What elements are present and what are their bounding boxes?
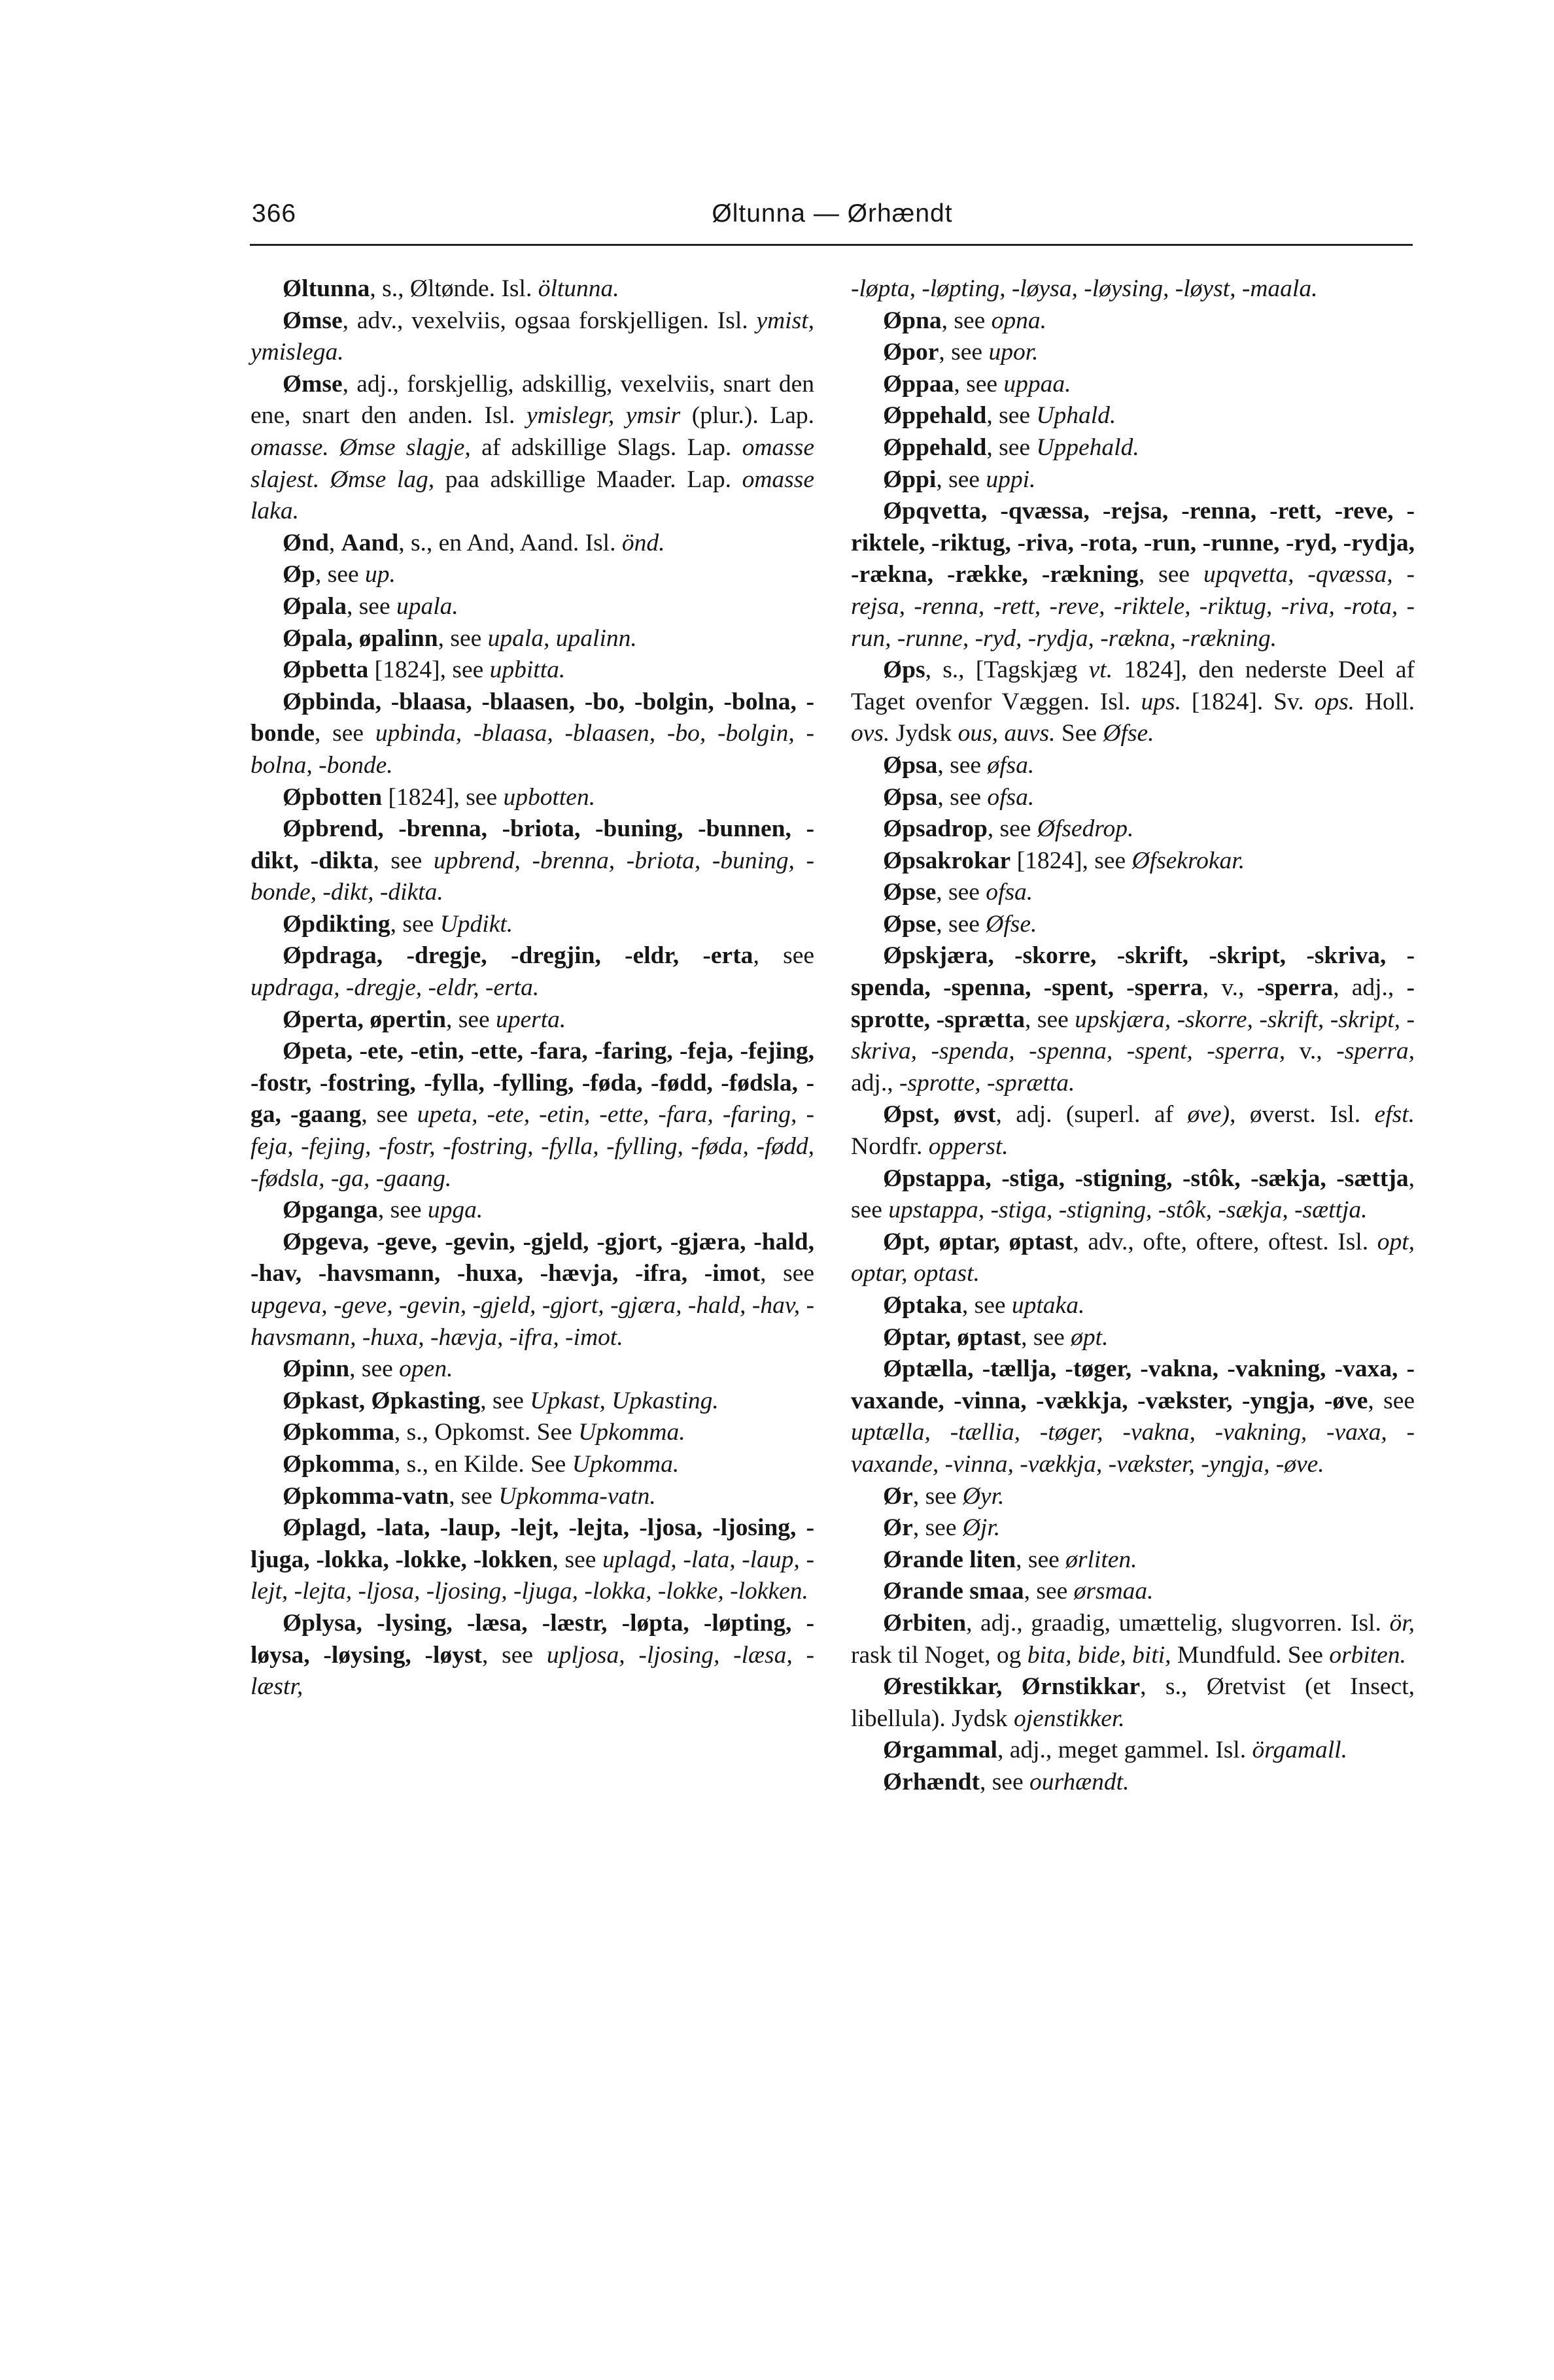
italic-form: ovs. — [851, 720, 890, 747]
definition-text: Mundfuld. See — [1171, 1641, 1330, 1669]
definition-text: , see — [961, 1292, 1012, 1319]
headword: Ømse — [283, 307, 343, 334]
dictionary-entry — [250, 591, 814, 623]
italic-form: uppi. — [986, 466, 1036, 493]
definition-text: (plur.). Lap. — [680, 402, 814, 430]
definition-text: , adj., meget gammel. Isl. — [997, 1737, 1252, 1764]
dictionary-entry — [851, 400, 1415, 432]
headword: Øpgeva, -geve, -gevin, -gjeld, -gjort, -gjæra, -hald, -hav, -havsmann, -huxa, -hævja, -ifra, -imot — [250, 1228, 814, 1287]
dictionary-entry — [851, 1767, 1415, 1799]
italic-form: upor. — [988, 339, 1039, 366]
definition-text: , s., [Tagskjæg — [925, 656, 1089, 684]
italic-form: øpt. — [1071, 1323, 1109, 1351]
definition-text: , see — [937, 783, 988, 811]
dictionary-entry — [851, 337, 1415, 369]
headword: Øpsakrokar — [883, 847, 1011, 874]
headword: Øpkomma — [283, 1450, 394, 1478]
definition-text: , see — [939, 339, 989, 366]
definition-text: See — [1055, 720, 1103, 747]
italic-form: ojenstikker. — [1013, 1705, 1125, 1732]
headword: -sprotte, -sprætta — [851, 974, 1415, 1033]
dictionary-entry — [851, 1322, 1415, 1354]
dictionary-entry — [250, 687, 814, 782]
definition-text: , see — [373, 847, 434, 874]
definition-text: [1824], see — [368, 656, 490, 684]
definition-text: , adv., vexelviis, ogsaa forskjelligen. Isl. — [342, 307, 757, 334]
dictionary-entry — [250, 1481, 814, 1513]
dictionary-entry — [851, 464, 1415, 496]
definition-text: v., — [1285, 1038, 1337, 1065]
definition-text: , v., — [1202, 974, 1257, 1002]
italic-form: önd. — [621, 529, 665, 556]
italic-form: upgeva, -geve, -gevin, -gjeld, -gjort, -gjæra, -hald, -hav, -havsmann, -huxa, -hævja, -ifra, -imot. — [250, 1292, 814, 1351]
headword: Øpkomma-vatn — [283, 1482, 449, 1510]
headword: Øppaa — [883, 370, 954, 398]
definition-text: , see — [552, 1546, 603, 1573]
headword: Ørbiten — [883, 1609, 967, 1637]
headword: Øplagd, -lata, -laup, -lejt, -lejta, -ljosa, -ljosing, -ljuga, -lokka, -lokke, -lokken — [250, 1514, 814, 1573]
dictionary-entry — [851, 813, 1415, 845]
headword: Øpna — [883, 307, 942, 334]
dictionary-entry — [250, 1512, 814, 1608]
headword: Ørestikkar, Ørnstikkar — [883, 1673, 1141, 1701]
dictionary-entry — [250, 782, 814, 814]
headword: Øpskjæra, -skorre, -skrift, -skript, -skriva, -spenda, -spenna, -spent, -sperra — [851, 942, 1415, 1002]
definition-text: , see — [1138, 561, 1203, 588]
definition-text: , see — [1025, 1006, 1075, 1033]
definition-text: , see — [315, 561, 366, 588]
dictionary-entry — [851, 305, 1415, 337]
dictionary-entry — [851, 909, 1415, 941]
dictionary-entry — [851, 1735, 1415, 1767]
italic-form: Upkomma. — [578, 1419, 685, 1446]
italic-form: upqvetta, -qvæssa, -rejsa, -renna, -rett, -reve, -riktele, -riktug, -riva, -rota, -run, -runne, -ryd, -rydja, -rækna, -rækning. — [851, 561, 1415, 652]
italic-form: ymislegr, ymsir — [526, 402, 681, 430]
italic-form: öltunna. — [538, 275, 619, 302]
headword: Øpbotten — [283, 783, 383, 811]
definition-text: , see — [753, 942, 815, 970]
definition-text: , see — [986, 402, 1037, 430]
headword: Øptælla, -tællja, -tøger, -vakna, -vakning, -vaxa, -vaxande, -vinna, -vækkja, -vækster, -yngja, -øve — [851, 1355, 1415, 1414]
italic-form: Updikt. — [440, 910, 513, 938]
headword: Øpbrend, -brenna, -briota, -buning, -bunnen, -dikt, -dikta — [250, 815, 814, 874]
italic-form: örgamall. — [1252, 1737, 1347, 1764]
definition-text: øverst. Isl. — [1235, 1101, 1375, 1129]
definition-text: [1824]. Sv. — [1181, 688, 1315, 715]
page-number: 366 — [252, 199, 297, 228]
dictionary-entry — [250, 1417, 814, 1449]
headword: Ør — [883, 1482, 913, 1510]
dictionary-entry — [250, 1004, 814, 1036]
definition-text: , see — [346, 592, 396, 620]
italic-form: ofsa. — [986, 879, 1033, 906]
running-title: Øltunna — Ørhændt — [712, 199, 953, 228]
dictionary-entry — [851, 273, 1415, 305]
definition-text: , see — [936, 910, 986, 938]
italic-form: opt, optar, optast. — [851, 1228, 1415, 1287]
headword: Øpeta, -ete, -etin, -ette, -fara, -faring, -feja, -fejing, -fostr, -fostring, -fylla, -fylling, -føda, -fødd, -fødsla, -ga, -gaang — [250, 1038, 814, 1129]
dictionary-entry — [851, 496, 1415, 654]
italic-form: Upkast, Upkasting. — [530, 1387, 719, 1414]
dictionary-entry — [250, 940, 814, 1004]
italic-form: Uppehald. — [1036, 434, 1139, 461]
definition-text: , see — [941, 307, 992, 334]
headword: Øperta, øpertin — [283, 1006, 446, 1033]
italic-form: upljosa, -ljosing, -læsa, -læstr, — [250, 1641, 814, 1701]
italic-form: vt. — [1088, 656, 1113, 684]
definition-text: , adv., ofte, oftere, oftest. Isl. — [1073, 1228, 1377, 1255]
dictionary-entry — [851, 1512, 1415, 1544]
dictionary-entry — [851, 1576, 1415, 1608]
italic-form: uplagd, -lata, -laup, -lejt, -lejta, -ljosa, -ljosing, -ljuga, -lokka, -lokke, -lokken. — [250, 1546, 814, 1605]
definition-text: , see — [851, 1164, 1415, 1224]
dictionary-entry — [851, 1608, 1415, 1671]
definition-text: , s., Øretvist (et Insect, libellula). Jydsk — [851, 1673, 1415, 1732]
definition-text: , s., en And, Aand. Isl. — [398, 529, 622, 556]
definition-text: , see — [912, 1514, 963, 1542]
definition-text: , see — [1016, 1546, 1066, 1573]
definition-text: , adj., forskjellig, adskillig, vexelviis, snart den ene, snart den anden. Isl. — [250, 370, 814, 430]
definition-text: , s., en Kilde. See — [394, 1450, 572, 1478]
headword: Øpse — [883, 879, 937, 906]
headword: Øpala — [283, 592, 347, 620]
definition-text: [1824], see — [1010, 847, 1132, 874]
definition-text: , see — [1021, 1323, 1071, 1351]
italic-form: upeta, -ete, -etin, -ette, -fara, -faring, -feja, -fejing, -fostr, -fostring, -fylla, -fylling, -føda, -fødd, -fødsla, -ga, -gaang. — [250, 1101, 815, 1192]
italic-form: uperta. — [495, 1006, 566, 1033]
definition-text: , s., Opkomst. See — [394, 1419, 579, 1446]
definition-text: , see — [986, 434, 1037, 461]
headword: Øpkomma — [283, 1419, 394, 1446]
italic-form: Øyr. — [962, 1482, 1005, 1510]
italic-form: bita, bide, biti, — [1027, 1641, 1171, 1669]
italic-form: opperst. — [928, 1133, 1009, 1161]
definition-text: , s., Øltønde. Isl. — [370, 275, 538, 302]
italic-form: upstappa, -stiga, -stigning, -stôk, -sækja, -sættja. — [888, 1197, 1368, 1224]
headword: Aand — [341, 529, 399, 556]
definition-text: , see — [1368, 1387, 1415, 1414]
definition-text: af adskillige Slags. Lap. — [470, 434, 742, 461]
headword: Øpsa — [883, 783, 938, 811]
dictionary-entry — [851, 1671, 1415, 1735]
definition-text: , see — [445, 1006, 496, 1033]
italic-form: upskjæra, -skorre, -skrift, -skript, -skriva, -spenda, -spenna, -spent, -sperra, — [851, 1006, 1415, 1065]
italic-form: Upkomma-vatn. — [498, 1482, 656, 1510]
italic-form: øfsa. — [987, 751, 1035, 779]
headword: Øps — [883, 656, 925, 684]
headword: -sperra — [1256, 974, 1334, 1002]
italic-form: omasse. Ømse slagje, — [250, 434, 471, 461]
headword: Øpala, øpalinn — [283, 624, 438, 652]
dictionary-entry — [250, 654, 814, 687]
dictionary-entry — [851, 845, 1415, 877]
italic-form: uppaa. — [1003, 370, 1071, 398]
italic-form: Øfse. — [1103, 720, 1154, 747]
dictionary-entry — [250, 369, 814, 528]
definition-text: , see — [377, 1197, 428, 1224]
definition-text: adj., — [851, 1069, 899, 1096]
italic-form: upbinda, -blaasa, -blaasen, -bo, -bolgin, -bolna, -bonde. — [250, 720, 814, 779]
italic-form: upbotten. — [503, 783, 596, 811]
italic-form: ørliten. — [1065, 1546, 1137, 1573]
definition-text: , adj. (superl. af — [995, 1101, 1188, 1129]
dictionary-entry — [250, 623, 814, 655]
headword: Øpdraga, -dregje, -dregjin, -eldr, -erta — [283, 942, 753, 970]
dictionary-entry — [851, 1544, 1415, 1576]
definition-text: , — [328, 529, 341, 556]
headword: Øpt, øptar, øptast — [883, 1228, 1073, 1255]
definition-text: 1824], den nederste Deel af Taget ovenfor Væggen. Isl. — [851, 656, 1415, 715]
italic-form: upala, upalinn. — [487, 624, 637, 652]
definition-text: , see — [438, 624, 488, 652]
dictionary-entry — [250, 559, 814, 591]
definition-text: Holl. — [1355, 688, 1415, 715]
headword: Øpqvetta, -qvæssa, -rejsa, -renna, -rett, -reve, -riktele, -riktug, -riva, -rota, -run, -runne, -ryd, -rydja, -rækna, -række, -rækning — [851, 498, 1415, 588]
definition-text: , see — [954, 370, 1004, 398]
headword: Øpbetta — [283, 656, 369, 684]
italic-form: -sperra, — [1336, 1038, 1415, 1065]
italic-form: -løpta, -løpting, -løysa, -løysing, -løyst, -maala. — [851, 275, 1318, 302]
dictionary-entry — [851, 369, 1415, 401]
headword: Øppi — [883, 466, 937, 493]
headword: Ømse — [283, 370, 343, 398]
italic-form: ørsmaa. — [1073, 1578, 1154, 1605]
dictionary-entry — [851, 750, 1415, 782]
italic-form: upala. — [396, 592, 458, 620]
definition-text: Nordfr. — [851, 1133, 929, 1161]
italic-form: efst. — [1374, 1101, 1415, 1129]
italic-form: ör, — [1389, 1609, 1415, 1637]
italic-form: omasse slajest. Ømse lag, — [250, 434, 814, 493]
headword: Øpbinda, -blaasa, -blaasen, -bo, -bolgin, -bolna, -bonde — [250, 688, 814, 747]
italic-form: -sprotte, -sprætta. — [899, 1069, 1075, 1096]
headword: Ør — [883, 1514, 913, 1542]
dictionary-entry — [851, 1099, 1415, 1163]
page-header — [252, 199, 1413, 239]
italic-form: øve), — [1187, 1101, 1236, 1129]
headword: Øltunna — [283, 275, 370, 302]
dictionary-entry — [851, 654, 1415, 750]
dictionary-entry — [250, 528, 814, 560]
dictionary-entry — [851, 1481, 1415, 1513]
definition-text: paa adskillige Maader. Lap. — [434, 466, 742, 493]
dictionary-entry — [851, 1353, 1415, 1480]
italic-form: Øfsekrokar. — [1131, 847, 1245, 874]
definition-text: Jydsk — [889, 720, 958, 747]
headword: Øptaka — [883, 1292, 962, 1319]
definition-text: , see — [760, 1260, 814, 1287]
headword: Ønd — [283, 529, 329, 556]
headword: Ørande smaa — [883, 1578, 1024, 1605]
italic-form: ofsa. — [987, 783, 1035, 811]
dictionary-entry — [851, 432, 1415, 464]
definition-text: , see — [936, 879, 986, 906]
italic-form: Øfse. — [986, 910, 1037, 938]
dictionary-entry — [250, 273, 814, 305]
definition-text: , see — [361, 1101, 417, 1129]
dictionary-entry — [851, 877, 1415, 909]
headword: Øpkast, Øpkasting — [283, 1387, 481, 1414]
dictionary-entry — [250, 813, 814, 909]
italic-form: ops. — [1314, 688, 1355, 715]
headword: Ørhændt — [883, 1768, 980, 1795]
dictionary-entry — [851, 1163, 1415, 1227]
definition-text: , adj., graadig, umættelig, slugvorren. Isl. — [966, 1609, 1390, 1637]
definition-text: , adj., — [1333, 974, 1407, 1002]
headword: Ørande liten — [883, 1546, 1016, 1573]
italic-form: uptælla, -tællia, -tøger, -vakna, -vakning, -vaxa, -vaxande, -vinna, -vækkja, -vækster, -yngja, -øve. — [851, 1419, 1415, 1478]
italic-form: ourhændt. — [1029, 1768, 1130, 1795]
italic-form: updraga, -dregje, -eldr, -erta. — [250, 974, 540, 1002]
dictionary-entry — [250, 1036, 814, 1195]
definition-text: , see — [937, 751, 988, 779]
definition-text: , see — [912, 1482, 963, 1510]
italic-form: Upkomma. — [572, 1450, 680, 1478]
definition-text: , see — [349, 1355, 400, 1383]
definition-text: , see — [936, 466, 986, 493]
italic-form: orbiten. — [1329, 1641, 1406, 1669]
headword: Øplysa, -lysing, -læsa, -læstr, -løpta, -løpting, -løysa, -løysing, -løyst — [250, 1609, 814, 1669]
italic-form: ous, auvs. — [958, 720, 1056, 747]
right-column — [851, 273, 1415, 1799]
definition-text: [1824], see — [382, 783, 504, 811]
italic-form: upbitta. — [489, 656, 566, 684]
italic-form: upbrend, -brenna, -briota, -buning, -bonde, -dikt, -dikta. — [250, 847, 814, 906]
dictionary-entry — [851, 1290, 1415, 1322]
header-rule — [250, 244, 1413, 246]
dictionary-entry — [250, 1227, 814, 1353]
dictionary-entry — [250, 909, 814, 941]
headword: Øpsa — [883, 751, 938, 779]
headword: Øpinn — [283, 1355, 350, 1383]
dictionary-entry — [250, 1608, 814, 1703]
italic-form: up. — [365, 561, 396, 588]
italic-form: Øfsedrop. — [1037, 815, 1134, 843]
italic-form: omasse laka. — [250, 466, 814, 525]
italic-form: Øjr. — [962, 1514, 1001, 1542]
definition-text: , see — [449, 1482, 499, 1510]
definition-text: , see — [987, 815, 1037, 843]
headword: Øpse — [883, 910, 937, 938]
dictionary-entry — [250, 305, 814, 369]
headword: Øppehald — [883, 434, 987, 461]
headword: Øpst, øvst — [883, 1101, 996, 1129]
italic-form: opna. — [991, 307, 1047, 334]
headword: Øpsadrop — [883, 815, 988, 843]
dictionary-entry — [851, 782, 1415, 814]
definition-text: , see — [979, 1768, 1029, 1795]
dictionary-entry — [250, 1449, 814, 1481]
definition-text: , see — [390, 910, 440, 938]
italic-form: Uphald. — [1036, 402, 1116, 430]
definition-text: rask til Noget, og — [851, 1641, 1027, 1669]
definition-text: , see — [1024, 1578, 1074, 1605]
dictionary-entry — [250, 1353, 814, 1386]
left-column — [250, 273, 814, 1703]
dictionary-entry — [851, 940, 1415, 1099]
headword: Øptar, øptast — [883, 1323, 1022, 1351]
dictionary-entry — [250, 1195, 814, 1227]
headword: Øpstappa, -stiga, -stigning, -stôk, -sækja, -sættja — [883, 1164, 1409, 1192]
headword: Øpganga — [283, 1197, 378, 1224]
headword: Ørgammal — [883, 1737, 997, 1764]
definition-text: , see — [314, 720, 375, 747]
italic-form: open. — [399, 1355, 453, 1383]
italic-form: uptaka. — [1011, 1292, 1085, 1319]
dictionary-entry — [851, 1227, 1415, 1290]
headword: Øpdikting — [283, 910, 390, 938]
italic-form: ups. — [1141, 688, 1181, 715]
italic-form: upga. — [427, 1197, 483, 1224]
dictionary-entry — [250, 1386, 814, 1418]
headword: Øppehald — [883, 402, 987, 430]
italic-form: ymist, ymislega. — [250, 307, 814, 366]
headword: Øpor — [883, 339, 939, 366]
definition-text: , see — [482, 1641, 547, 1669]
definition-text: , see — [480, 1387, 530, 1414]
headword: Øp — [283, 561, 316, 588]
